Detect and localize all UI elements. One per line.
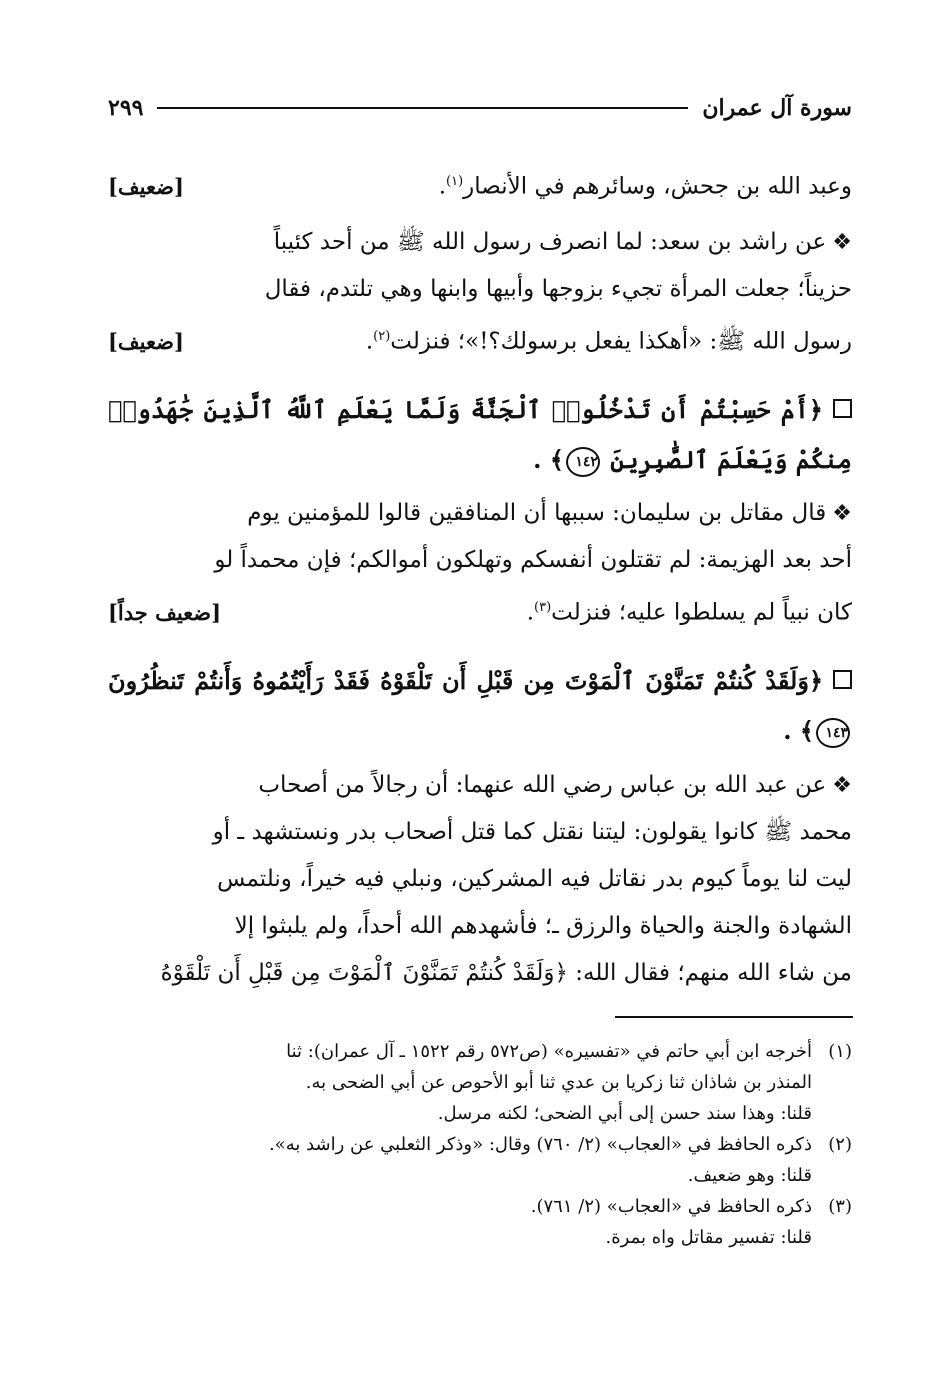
paragraph-line: محمد ﷺ كانوا يقولون: ليتنا نقتل كما قتل أصحاب بدر ونستشهد ـ أو xyxy=(212,819,852,845)
square-bullet-icon xyxy=(833,670,852,689)
verse-text: ﴿أَمْ حَسِبْتُمْ أَن تَدْخُلُوا۟ ٱلْجَنَّةَ وَلَمَّا يَعْلَمِ ٱللَّهُ ٱلَّذِينَ جَٰهَدُوا۟ مِنكُمْ وَيَعْلَمَ ٱلصَّٰبِرِينَ xyxy=(108,395,852,474)
paragraph-text: وعبد الله بن جحش، وسائرهم في الأنصار xyxy=(463,173,852,200)
paragraph-line: من شاء الله منهم؛ فقال الله: ﴿وَلَقَدْ كُنتُمْ تَمَنَّوْنَ ٱلْمَوْتَ مِن قَبْلِ أَن تَلْقَوْهُ xyxy=(160,960,852,986)
paragraph-line: عن عبد الله بن عباس رضي الله عنهما: أن رجالاً من أصحاب xyxy=(258,772,827,798)
ayah-number: ١٤٢ xyxy=(566,447,600,477)
paragraph-line: قال مقاتل بن سليمان: سببها أن المنافقين قالوا للمؤمنين يوم xyxy=(247,500,827,526)
footnote-line: قلنا: تفسير مقاتل واه بمرة. xyxy=(605,1227,812,1248)
footnote-ref: (٢) xyxy=(373,329,391,344)
paragraph-line: الشهادة والجنة والحياة والرزق ـ؛ فأشهدهم الله أحداً، ولم يلبثوا إلا xyxy=(234,913,852,939)
paragraph-1 xyxy=(108,158,852,211)
bullet-marker: ❖ xyxy=(832,230,852,255)
bullet-marker: ❖ xyxy=(832,501,852,526)
paragraph-line: أحد بعد الهزيمة: لم تقتلون أنفسكم وتهلكون أموالكم؛ فإن محمداً لو xyxy=(214,547,852,573)
page-number: ٢٩٩ xyxy=(108,95,144,121)
footnote-number: (١) xyxy=(828,1041,852,1062)
paragraph-line: رسول الله ﷺ: «أهكذا يفعل برسولك؟!»؛ فنزلت xyxy=(390,328,852,355)
bullet-marker: ❖ xyxy=(832,773,852,798)
footnote-1 xyxy=(108,1036,852,1129)
footnote-3 xyxy=(108,1191,852,1253)
footnote-divider xyxy=(615,1016,853,1018)
punctuation: . xyxy=(526,599,535,626)
grade-label: [ضعيف جداً] xyxy=(108,599,222,625)
grade-label: [ضعيف] xyxy=(108,173,184,199)
footnote-ref: (١) xyxy=(446,174,464,189)
punctuation: . xyxy=(365,328,374,355)
punctuation: . xyxy=(438,173,447,200)
paragraph-line: ليت لنا يوماً كيوم بدر نقاتل فيه المشركين، ونبلي فيه خيراً، ونلتمس xyxy=(217,866,852,892)
verse-close: ﴾ . xyxy=(533,445,564,474)
paragraph-line: كان نبياً لم يسلطوا عليه؛ فنزلت xyxy=(551,599,852,626)
footnote-line: المنذر بن شاذان ثنا زكريا بن عدي ثنا أبو الأحوص عن أبي الضحى به. xyxy=(305,1072,812,1093)
paragraph-2 xyxy=(108,219,852,366)
verse-close: ﴾ . xyxy=(783,716,814,745)
footnote-2 xyxy=(108,1129,852,1191)
footnote-number: (٣) xyxy=(828,1196,852,1217)
footnote-line: قلنا: وهو ضعيف. xyxy=(687,1165,812,1186)
grade-label: [ضعيف] xyxy=(108,328,184,354)
surah-title: سورة آل عمران xyxy=(702,95,852,121)
page-header xyxy=(108,88,852,128)
paragraph-line: حزيناً؛ جعلت المرأة تجيء بزوجها وأبيها وابنها وهي تلتدم، فقال xyxy=(264,276,852,302)
header-rule xyxy=(157,107,688,109)
verse-text: ﴿وَلَقَدْ كُنتُمْ تَمَنَّوْنَ ٱلْمَوْتَ مِن قَبْلِ أَن تَلْقَوْهُ فَقَدْ رَأَيْتُمُوهُ وَأَنتُمْ تَنظُرُونَ xyxy=(108,666,823,695)
square-bullet-icon xyxy=(833,399,852,418)
paragraph-3 xyxy=(108,490,852,637)
footnote-ref: (٣) xyxy=(534,600,552,615)
paragraph-line: عن راشد بن سعد: لما انصرف رسول الله ﷺ من أحد كئيباً xyxy=(273,229,827,255)
footnote-line: قلنا: وهذا سند حسن إلى أبي الضحى؛ لكنه مرسل. xyxy=(437,1103,812,1124)
footnote-line: أخرجه ابن أبي حاتم في «تفسيره» (ص٥٧٢ رقم ١٥٢٢ ـ آل عمران): ثنا xyxy=(286,1041,812,1062)
footnotes xyxy=(108,1036,852,1253)
paragraph-4 xyxy=(108,762,852,997)
footnote-line: ذكره الحافظ في «العجاب» (٢/ ٧٦٠) وقال: «وذكر الثعلبي عن راشد به». xyxy=(268,1134,812,1155)
footnote-number: (٢) xyxy=(828,1134,852,1155)
quran-verse-142 xyxy=(108,385,852,485)
paragraph-line xyxy=(108,158,852,211)
quran-verse-143 xyxy=(108,656,852,756)
footnote-line: ذكره الحافظ في «العجاب» (٢/ ٧٦١). xyxy=(530,1196,812,1217)
ayah-number: ١٤٣ xyxy=(816,718,850,748)
